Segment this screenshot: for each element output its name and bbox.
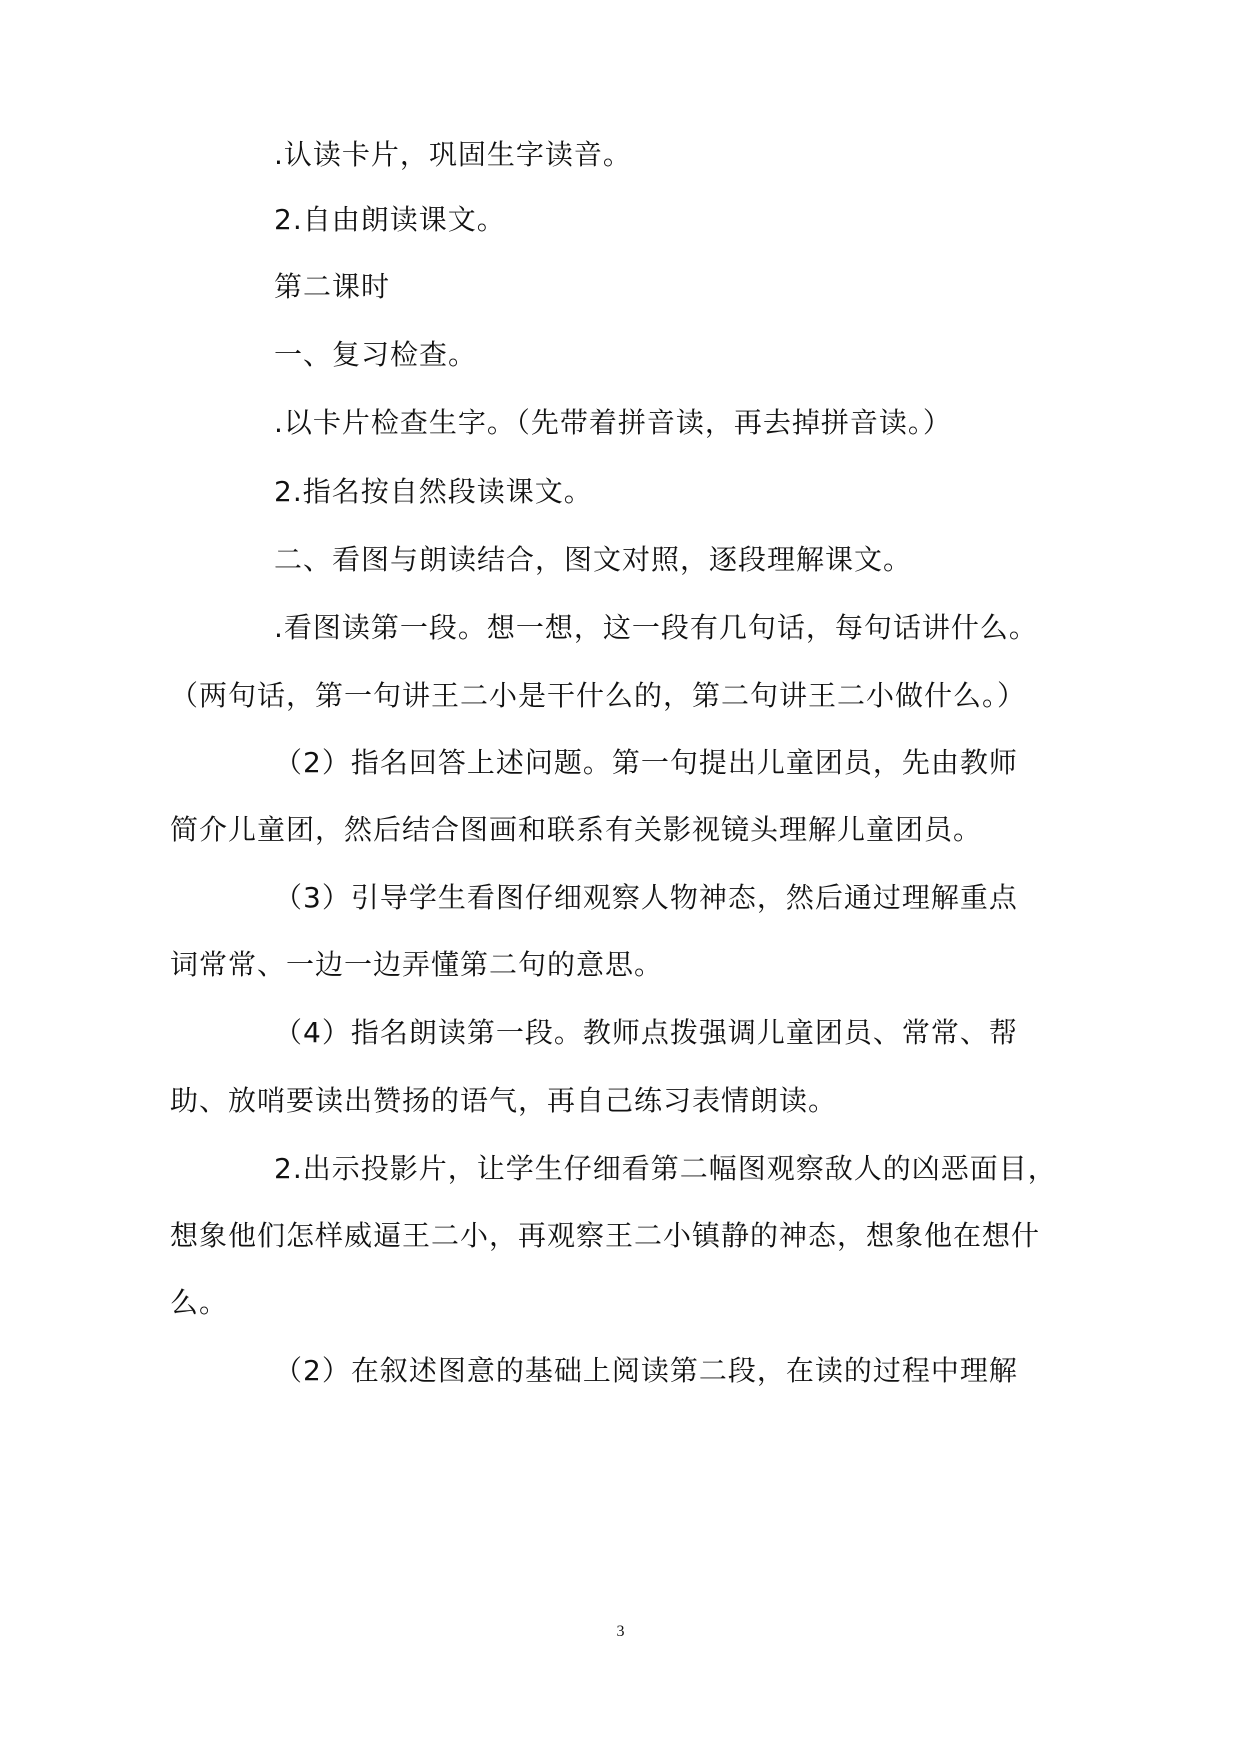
text-line-16: 2.出示投影片，让学生仔细看第二幅图观察敌人的凶恶面目， [274,1152,1057,1185]
text-line-18: 么。 [170,1286,229,1319]
text-line-12: （3）引导学生看图仔细观察人物神态，然后通过理解重点 [274,881,1018,914]
text-line-15: 助、放哨要读出赞扬的语气，再自己练习表情朗读。 [170,1084,838,1117]
text-line-8: .看图读第一段。想一想，这一段有几句话，每句话讲什么。 [274,611,1038,644]
text-line-14: （4）指名朗读第一段。教师点拨强调儿童团员、常常、帮 [274,1016,1018,1049]
text-line-11: 简介儿童团，然后结合图画和联系有关影视镜头理解儿童团员。 [170,813,983,846]
section-heading-lesson-two: 第二课时 [274,270,391,303]
text-line-13: 词常常、一边一边弄懂第二句的意思。 [170,948,664,981]
section-heading-reading: 二、看图与朗读结合，图文对照，逐段理解课文。 [274,543,913,576]
section-heading-review: 一、复习检查。 [274,338,478,371]
text-line-2: 2.自由朗读课文。 [274,203,506,236]
page-number: 3 [616,1623,625,1640]
text-line-5: .以卡片检查生字。（先带着拼音读，再去掉拼音读。） [274,406,952,439]
text-line-19: （2）在叙述图意的基础上阅读第二段，在读的过程中理解 [274,1354,1018,1387]
text-line-10: （2）指名回答上述问题。第一句提出儿童团员，先由教师 [274,746,1018,779]
text-line-1: .认读卡片，巩固生字读音。 [274,138,632,171]
text-line-17: 想象他们怎样威逼王二小，再观察王二小镇静的神态，想象他在想什 [170,1219,1041,1252]
text-line-6: 2.指名按自然段读课文。 [274,475,593,508]
text-line-9: （两句话，第一句讲王二小是干什么的，第二句讲王二小做什么。） [170,679,1027,712]
